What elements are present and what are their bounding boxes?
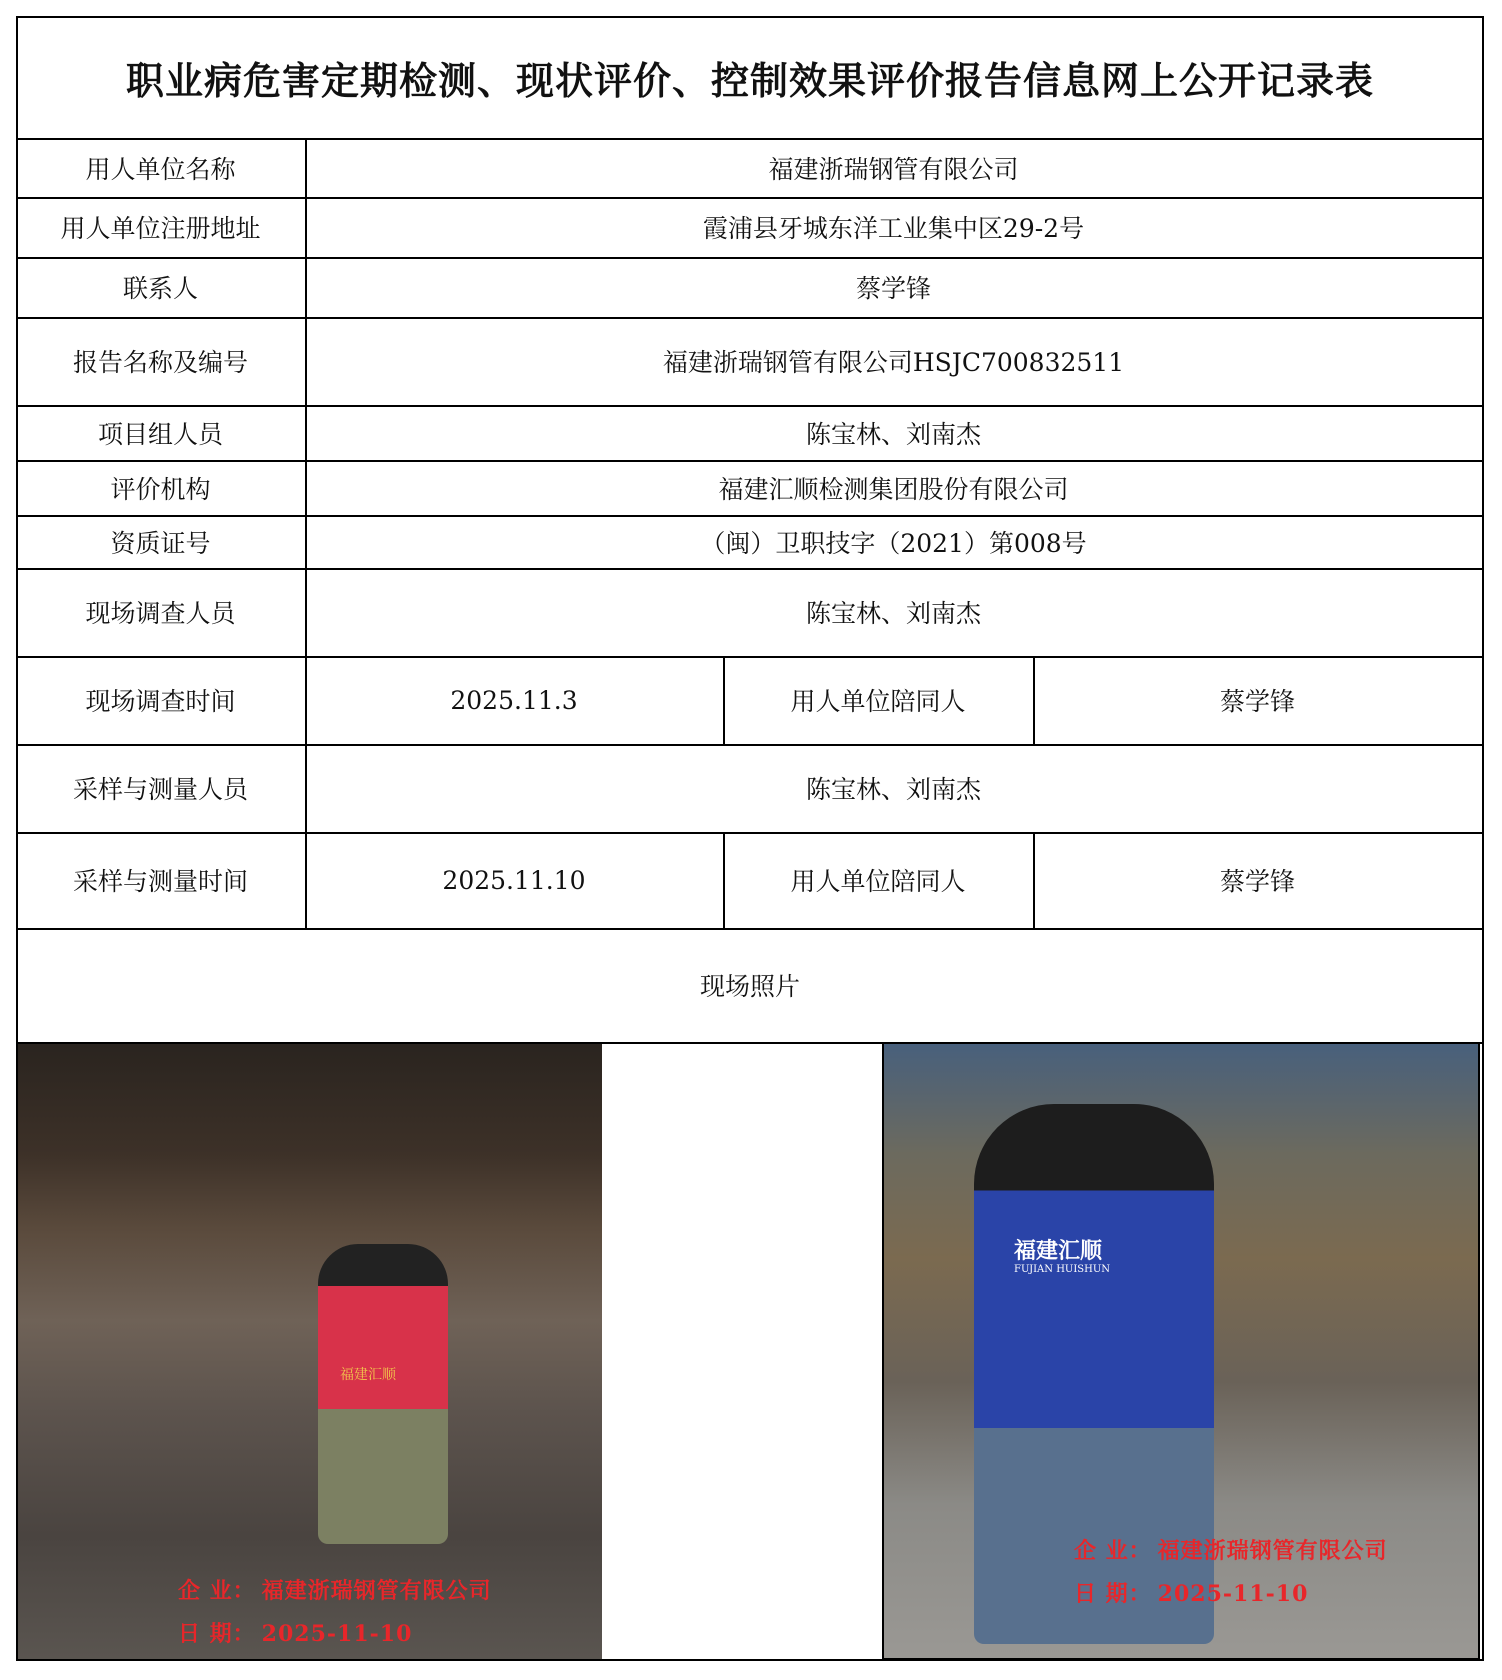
value-sampling-time: 2025.11.10	[305, 832, 725, 930]
vest-logo-text: 福建汇顺	[1014, 1238, 1103, 1264]
worker-figure	[318, 1244, 448, 1544]
value-institution: 福建汇顺检测集团股份有限公司	[305, 460, 1484, 517]
watermark-company	[1074, 1534, 1394, 1565]
label-report: 报告名称及编号	[16, 317, 307, 407]
watermark-date-label: 日 期：	[178, 1621, 256, 1647]
value-sampling-companion: 蔡学锋	[1033, 832, 1484, 930]
value-project-team: 陈宝林、刘南杰	[305, 405, 1484, 462]
watermark-date-value: 2025-11-10	[1157, 1581, 1309, 1607]
value-survey-staff: 陈宝林、刘南杰	[305, 568, 1484, 658]
watermark-date-value: 2025-11-10	[261, 1621, 413, 1647]
value-survey-time: 2025.11.3	[305, 656, 725, 746]
value-survey-companion: 蔡学锋	[1033, 656, 1484, 746]
vest-logo-text: 福建汇顺	[340, 1367, 396, 1383]
label-certificate: 资质证号	[16, 515, 307, 570]
watermark-company-value: 福建浙瑞钢管有限公司	[1157, 1538, 1388, 1564]
value-employer-name: 福建浙瑞钢管有限公司	[305, 139, 1484, 199]
photos-label: 现场照片	[16, 928, 1484, 1044]
watermark-company	[178, 1574, 498, 1605]
page-title: 职业病危害定期检测、现状评价、控制效果评价报告信息网上公开记录表	[16, 16, 1484, 140]
site-photo-2	[882, 1042, 1480, 1660]
value-contact: 蔡学锋	[305, 257, 1484, 319]
value-address: 霞浦县牙城东洋工业集中区29-2号	[305, 197, 1484, 259]
value-report: 福建浙瑞钢管有限公司HSJC700832511	[305, 317, 1484, 407]
watermark-date	[1074, 1577, 1314, 1608]
label-survey-staff: 现场调查人员	[16, 568, 307, 658]
label-sampling-companion: 用人单位陪同人	[723, 832, 1035, 930]
label-address: 用人单位注册地址	[16, 197, 307, 259]
watermark-company-label: 企 业：	[1074, 1538, 1152, 1564]
label-survey-companion: 用人单位陪同人	[723, 656, 1035, 746]
label-institution: 评价机构	[16, 460, 307, 517]
label-sampling-staff: 采样与测量人员	[16, 744, 307, 834]
label-contact: 联系人	[16, 257, 307, 319]
watermark-company-label: 企 业：	[178, 1578, 256, 1604]
site-photo-1	[18, 1044, 602, 1659]
value-certificate: （闽）卫职技字（2021）第008号	[305, 515, 1484, 570]
label-project-team: 项目组人员	[16, 405, 307, 462]
label-employer-name: 用人单位名称	[16, 139, 307, 199]
watermark-company-value: 福建浙瑞钢管有限公司	[261, 1578, 492, 1604]
label-survey-time: 现场调查时间	[16, 656, 307, 746]
watermark-date-label: 日 期：	[1074, 1581, 1152, 1607]
watermark-date	[178, 1617, 418, 1648]
vest-logo-text-en: FUJIAN HUISHUN	[1014, 1264, 1111, 1275]
label-sampling-time: 采样与测量时间	[16, 832, 307, 930]
value-sampling-staff: 陈宝林、刘南杰	[305, 744, 1484, 834]
